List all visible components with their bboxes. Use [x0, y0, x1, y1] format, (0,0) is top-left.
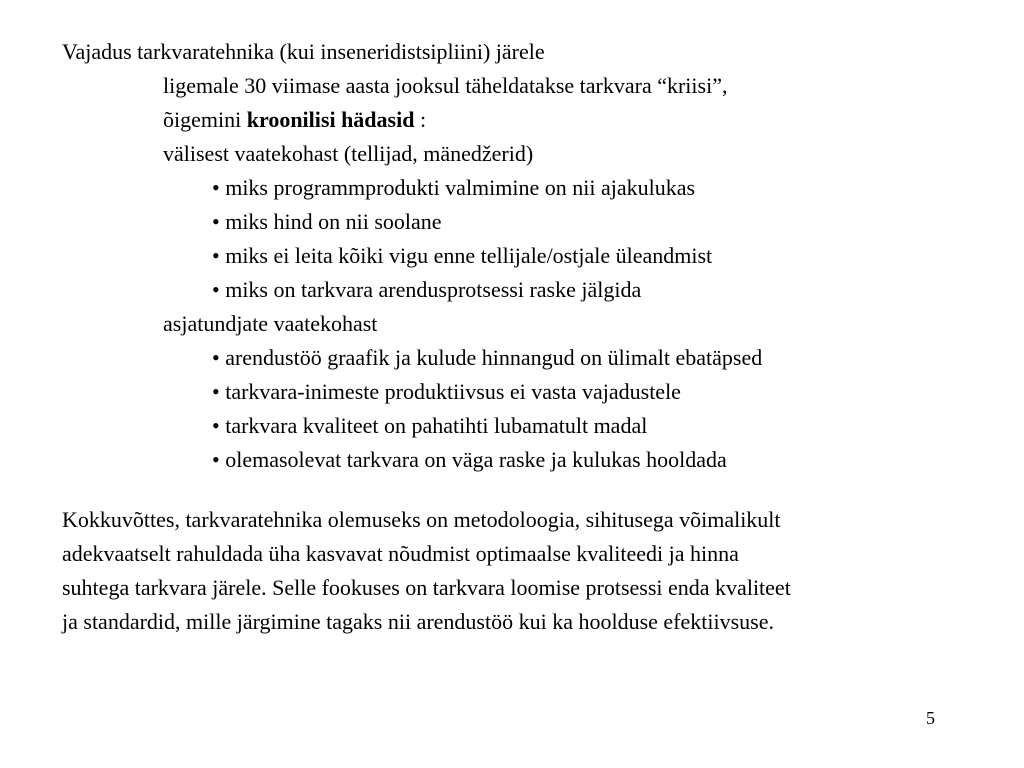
- chronic-problems-line: [163, 103, 426, 137]
- external-bullet: • miks on tarkvara arendusprotsessi raske jälgida: [212, 277, 642, 302]
- expert-bullet: • arendustöö graafik ja kulude hinnangud on ülimalt ebatäpsed: [212, 345, 763, 370]
- slide-heading: Vajadus tarkvaratehnika (kui inseneridistsipliini) järele: [62, 39, 545, 64]
- expert-view-label: asjatundjate vaatekohast: [163, 311, 378, 336]
- expert-bullet: • tarkvara kvaliteet on pahatihti lubamatult madal: [212, 413, 648, 438]
- summary-line: adekvaatselt rahuldada üha kasvavat nõudmist optimaalse kvaliteedi ja hinna: [62, 541, 739, 566]
- chronic-suffix: :: [414, 107, 427, 132]
- summary-line: ja standardid, mille järgimine tagaks nii arendustöö kui ka hoolduse efektiivsuse.: [62, 609, 774, 634]
- external-bullet: • miks ei leita kõiki vigu enne tellijale/ostjale üleandmist: [212, 243, 713, 268]
- external-view-label: välisest vaatekohast (tellijad, mänedžerid): [163, 141, 534, 166]
- summary-line: suhtega tarkvara järele. Selle fookuses on tarkvara loomise protsessi enda kvaliteet: [62, 575, 791, 600]
- chronic-prefix: õigemini: [163, 107, 247, 132]
- page-number: 5: [926, 708, 935, 728]
- external-bullet: • miks hind on nii soolane: [212, 209, 442, 234]
- expert-bullet: • olemasolevat tarkvara on väga raske ja kulukas hooldada: [212, 447, 727, 472]
- crisis-line: ligemale 30 viimase aasta jooksul täheldatakse tarkvara “kriisi”,: [163, 73, 728, 98]
- summary-line: Kokkuvõttes, tarkvaratehnika olemuseks on metodoloogia, sihitusega võimalikult: [62, 507, 781, 532]
- expert-bullet: • tarkvara-inimeste produktiivsus ei vasta vajadustele: [212, 379, 681, 404]
- chronic-problems-bold: kroonilisi hädasid: [246, 107, 415, 132]
- external-bullet: • miks programmprodukti valmimine on nii ajakulukas: [212, 175, 696, 200]
